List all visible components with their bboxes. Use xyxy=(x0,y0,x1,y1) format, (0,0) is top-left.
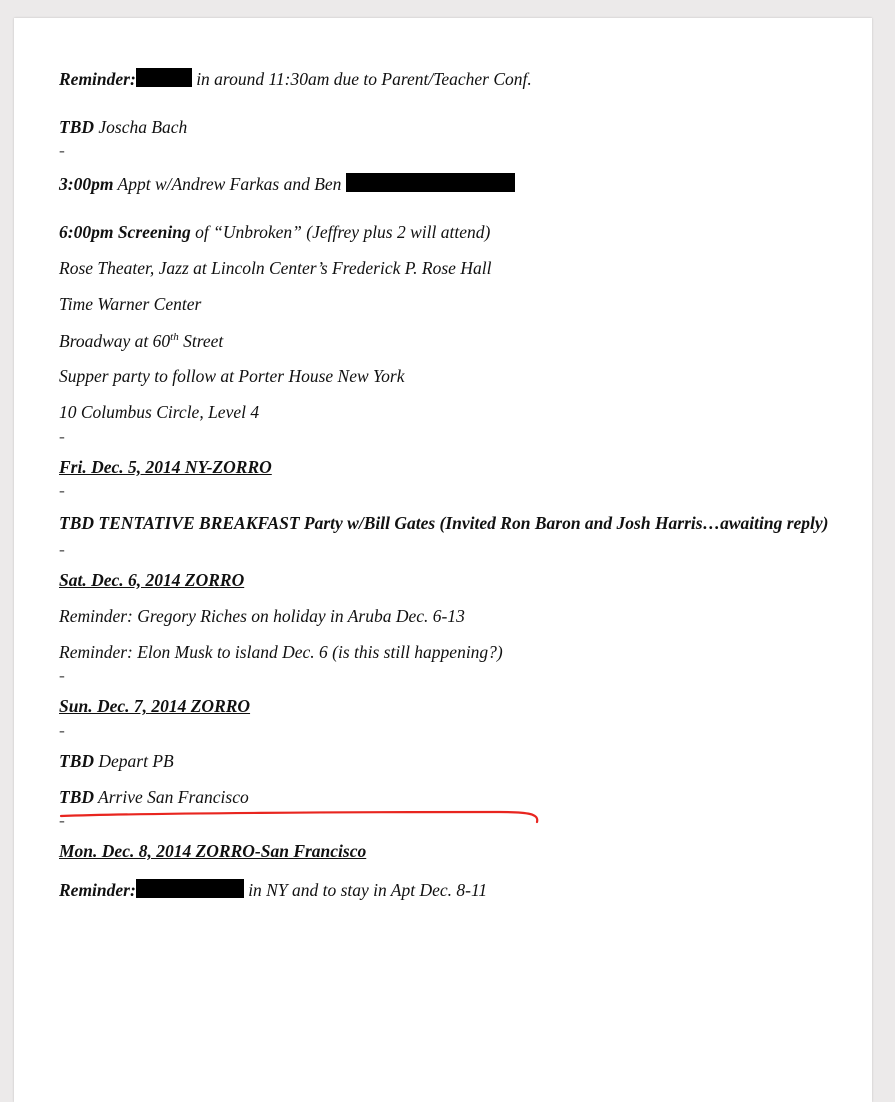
heading-mon-dec-8 xyxy=(59,843,829,861)
bullet-glyph: - xyxy=(59,480,65,501)
text-italic: Depart PB xyxy=(94,750,174,771)
line-rose-theater xyxy=(59,257,829,278)
redaction-block xyxy=(136,879,244,898)
text-italic: Rose Theater, Jazz at Lincoln Center’s Frederick P. Rose Hall xyxy=(59,257,492,278)
text-italic: of “Unbroken” (Jeffrey plus 2 will attend) xyxy=(190,221,491,242)
text-superscript: th xyxy=(170,330,179,343)
text-italic: Arrive San Francisco xyxy=(94,786,249,807)
text-bold: TBD xyxy=(59,750,94,771)
line-reminder-1130am xyxy=(59,68,829,89)
line-tbd-arrive-san-francisco xyxy=(59,786,829,807)
document-page xyxy=(14,18,872,1102)
bullet-marker xyxy=(59,810,829,831)
line-supper-party xyxy=(59,368,829,386)
bullet-glyph: - xyxy=(59,810,65,831)
text-italic: Supper party to follow at Porter House New York xyxy=(59,366,405,387)
bullet-marker xyxy=(59,665,829,686)
text-bold-underline: Sat. Dec. 6, 2014 ZORRO xyxy=(59,569,245,590)
line-screening-unbroken xyxy=(59,221,829,242)
redaction-block xyxy=(136,68,192,87)
bullet-glyph: - xyxy=(59,719,65,740)
text-italic: 10 Columbus Circle, Level 4 xyxy=(59,402,260,423)
line-time-warner-center xyxy=(59,293,829,314)
text-italic: Street xyxy=(178,330,224,351)
text-italic: Time Warner Center xyxy=(59,293,202,314)
text-bold-underline: Mon. Dec. 8, 2014 ZORRO-San Francisco xyxy=(59,841,367,862)
text-bold: 3:00pm xyxy=(59,174,114,194)
heading-sat-dec-6 xyxy=(59,569,829,590)
text-italic: Joscha Bach xyxy=(94,116,188,137)
text-bold: TBD TENTATIVE BREAKFAST Party w/Bill Gates (Invited Ron Baron and Josh Harris…awaiting reply) xyxy=(59,513,829,534)
text-italic: in NY and to stay in Apt Dec. 8-11 xyxy=(243,880,488,901)
line-columbus-circle xyxy=(59,404,829,422)
heading-fri-dec-5 xyxy=(59,456,829,477)
text-bold-underline: Fri. Dec. 5, 2014 NY-ZORRO xyxy=(59,456,272,477)
text-bold-underline: Sun. Dec. 7, 2014 ZORRO xyxy=(59,696,251,717)
heading-sun-dec-7 xyxy=(59,698,829,716)
bullet-glyph: - xyxy=(59,538,65,559)
text-italic: Reminder: Elon Musk to island Dec. 6 (is this still happening?) xyxy=(59,641,503,662)
bullet-marker xyxy=(59,719,829,741)
bullet-glyph: - xyxy=(59,425,65,446)
document-body xyxy=(59,68,829,918)
text-italic: in around 11:30am due to Parent/Teacher Conf. xyxy=(191,69,532,89)
redaction-block xyxy=(346,173,515,192)
text-bold: TBD xyxy=(59,116,94,137)
text-bold: Reminder: xyxy=(59,880,136,901)
line-tbd-tentative-breakfast xyxy=(59,513,829,534)
bullet-marker xyxy=(59,538,829,560)
bullet-marker xyxy=(59,140,829,161)
bullet-marker xyxy=(59,425,829,447)
bullet-glyph: - xyxy=(59,140,65,160)
line-reminder-elon-musk xyxy=(59,641,829,662)
text-italic: Appt w/Andrew Farkas and Ben xyxy=(113,174,346,194)
line-appt-andrew-farkas xyxy=(59,173,829,194)
line-reminder-gregory-riches xyxy=(59,605,829,626)
text-italic: Broadway at 60 xyxy=(59,330,171,351)
text-italic: Reminder: Gregory Riches on holiday in Aruba Dec. 6-13 xyxy=(59,605,465,626)
text-bold: Reminder: xyxy=(59,69,136,89)
line-reminder-ny-apt xyxy=(59,879,829,900)
line-tbd-depart-pb xyxy=(59,750,829,771)
text-bold: 6:00pm Screening xyxy=(59,221,191,242)
text-bold: TBD xyxy=(59,786,94,807)
bullet-marker xyxy=(59,480,829,501)
line-broadway-60th-street xyxy=(59,332,829,350)
line-tbd-joscha-bach xyxy=(59,116,829,137)
bullet-glyph: - xyxy=(59,665,65,686)
